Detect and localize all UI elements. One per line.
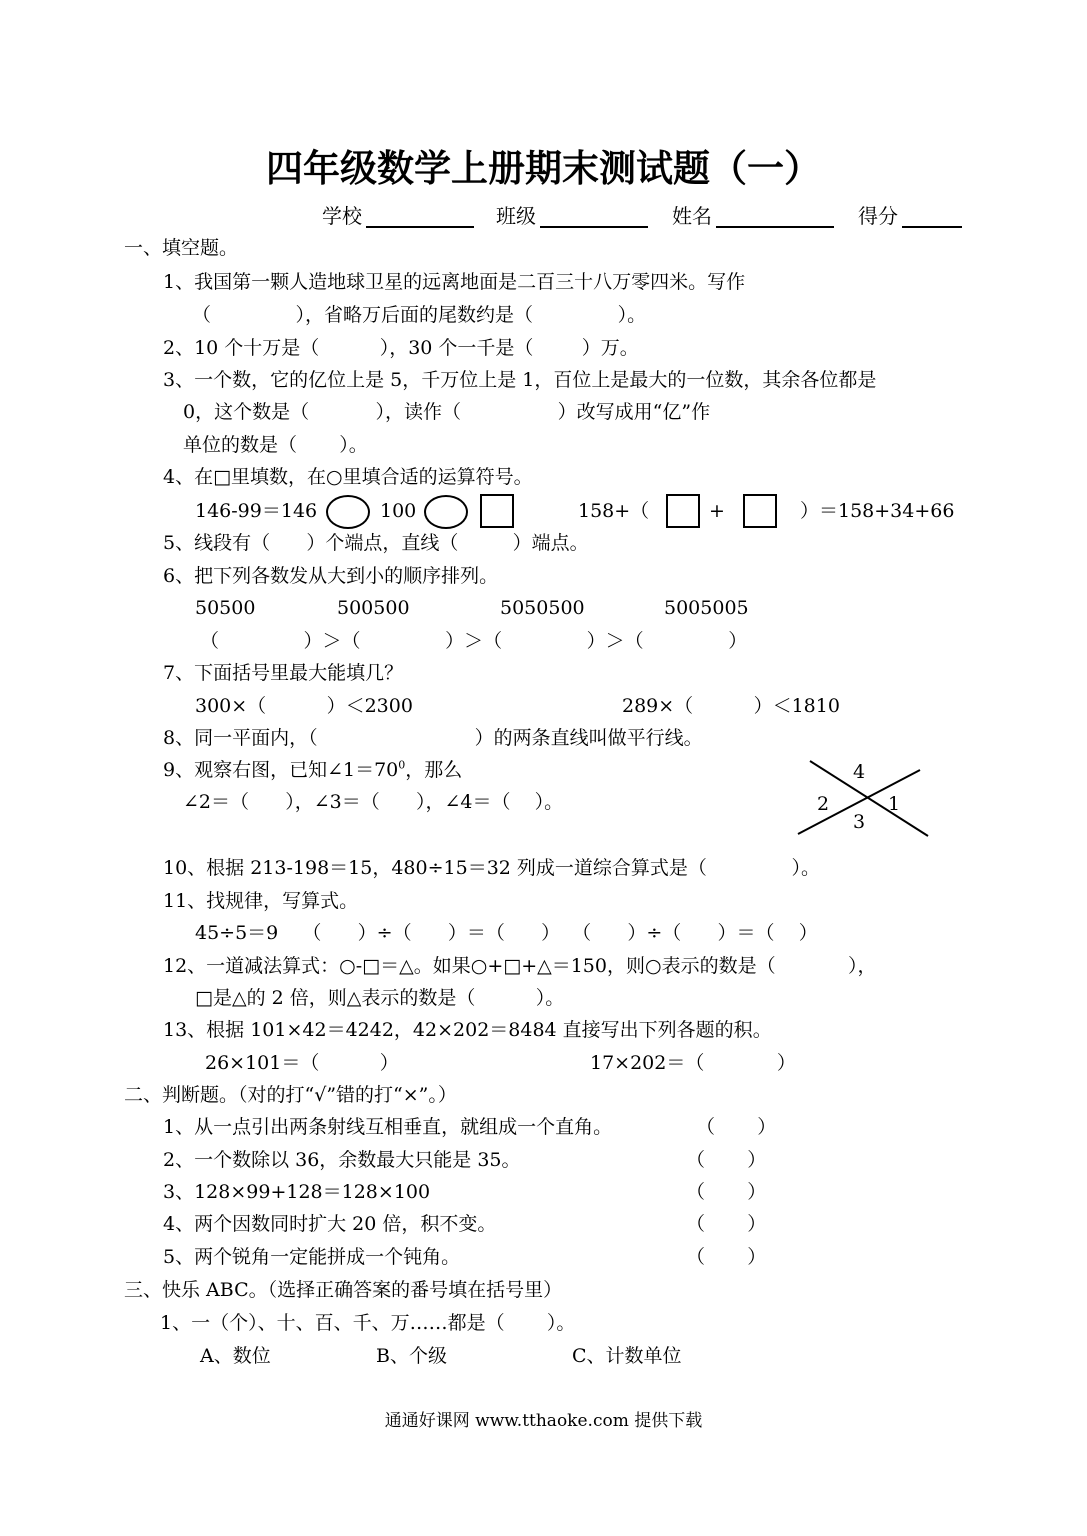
q4-expr2-b: ）＝158+34+66 [800,500,955,522]
choice-option: B、个级 [376,1345,447,1367]
q13-b: 17×202＝（ ） [590,1052,796,1074]
angle-label-3: 3 [853,811,866,833]
judge-item: 4、两个因数同时扩大 20 倍，积不变。 [163,1213,497,1235]
q6-order: （ ）＞（ ）＞（ ）＞（ ） [200,630,748,652]
class-blank [540,226,648,228]
q6-number: 500500 [337,597,410,619]
operator-circle-2 [424,495,468,529]
judge-item: 2、一个数除以 36，余数最大只能是 35。 [163,1149,521,1171]
judge-blank: （ ） [686,1181,767,1203]
judge-blank: （ ） [686,1213,767,1235]
footer-text: 通通好课网 www.tthaoke.com 提供下载 [384,1411,703,1431]
section2-heading: 二、判断题。（对的打“√”错的打“×”。） [124,1084,457,1106]
q11: 11、找规律，写算式。 [163,890,359,912]
q3-line1: 3、一个数，它的亿位上是 5，千万位上是 1，百位上是最大的一位数，其余各位都是 [163,369,877,391]
page-title: 四年级数学上册期末测试题（一） [266,146,821,190]
school-label: 学校 [322,204,362,228]
q3-line3: 单位的数是（ ）。 [183,434,368,456]
q7: 7、下面括号里最大能填几？ [163,662,404,684]
choice-option: A、数位 [200,1345,271,1367]
q11-expr: 45÷5＝9 （ ）÷（ ）＝（ ） （ ）÷（ ）＝（ ） [195,922,818,944]
score-label: 得分 [858,204,898,228]
name-blank [716,226,834,228]
q12-line1: 12、一道减法算式：○-□＝△。如果○+□+△＝150，则○表示的数是（ ）， [163,955,877,977]
q9-line2: ∠2＝（ ），∠3＝（ ），∠4＝（ ）。 [183,791,564,813]
q4-expr1-a: 146-99＝146 [195,500,318,522]
q9-line1-b: ，那么 [405,759,463,781]
judge-item: 3、128×99+128＝128×100 [163,1181,431,1203]
judge-item: 5、两个锐角一定能拼成一个钝角。 [163,1246,461,1268]
score-blank [902,226,962,228]
name-label: 姓名 [672,204,712,228]
q3-line2: 0，这个数是（ ），读作（ ）改写成用“亿”作 [183,401,711,423]
q7-b: 289×（ ）＜1810 [622,695,840,717]
q10: 10、根据 213-198＝15，480÷15＝32 列成一道综合算式是（ ）。 [163,857,820,879]
choice-q1: 1、一（个）、十、百、千、万……都是（ ）。 [160,1312,576,1334]
section3-heading: 三、快乐 ABC。（选择正确答案的番号填在括号里） [124,1279,563,1301]
degree-mark: 0 [398,758,406,772]
q1-line2: （ ），省略万后面的尾数约是（ ）。 [192,304,647,326]
answer-box-3 [743,494,777,528]
q4: 4、在□里填数，在○里填合适的运算符号。 [163,466,533,488]
school-blank [366,226,474,228]
judge-blank: （ ） [686,1246,767,1268]
q9-line1-a: 9、观察右图，已知∠1＝70 [163,759,399,781]
q4-expr1-b: 100 [380,500,417,522]
q6: 6、把下列各数发从大到小的顺序排列。 [163,565,499,587]
judge-blank: （ ） [696,1116,777,1138]
q13-a: 26×101＝（ ） [205,1052,399,1074]
answer-box-2 [666,494,700,528]
q2: 2、10 个十万是（ ），30 个一千是（ ）万。 [163,337,639,359]
q7-a: 300×（ ）＜2300 [195,695,413,717]
q8: 8、同一平面内，（ ）的两条直线叫做平行线。 [163,727,703,749]
operator-circle-1 [326,495,370,529]
q13: 13、根据 101×42＝4242，42×202＝8484 直接写出下列各题的积。 [163,1019,772,1041]
q1-line1: 1、我国第一颗人造地球卫星的远离地面是二百三十八万零四米。写作 [163,271,746,293]
angle-label-2: 2 [817,793,830,815]
judge-blank: （ ） [686,1149,767,1171]
judge-item: 1、从一点引出两条射线互相垂直，就组成一个直角。 [163,1116,613,1138]
q6-number: 50500 [195,597,256,619]
q6-number: 5050500 [500,597,585,619]
q6-number: 5005005 [664,597,749,619]
q9-line1 [163,758,462,782]
angle-label-4: 4 [853,761,866,783]
choice-option: C、计数单位 [572,1345,682,1367]
q5: 5、线段有（ ）个端点，直线（ ）端点。 [163,532,589,554]
section1-heading: 一、填空题。 [124,237,239,259]
q4-expr2-a: 158+（ [578,500,650,522]
class-label: 班级 [496,204,536,228]
answer-box-1 [480,494,514,528]
angle-label-1: 1 [888,793,901,815]
q12-line2: □是△的 2 倍，则△表示的数是（ ）。 [195,987,565,1009]
q4-expr2-plus: + [709,500,725,522]
